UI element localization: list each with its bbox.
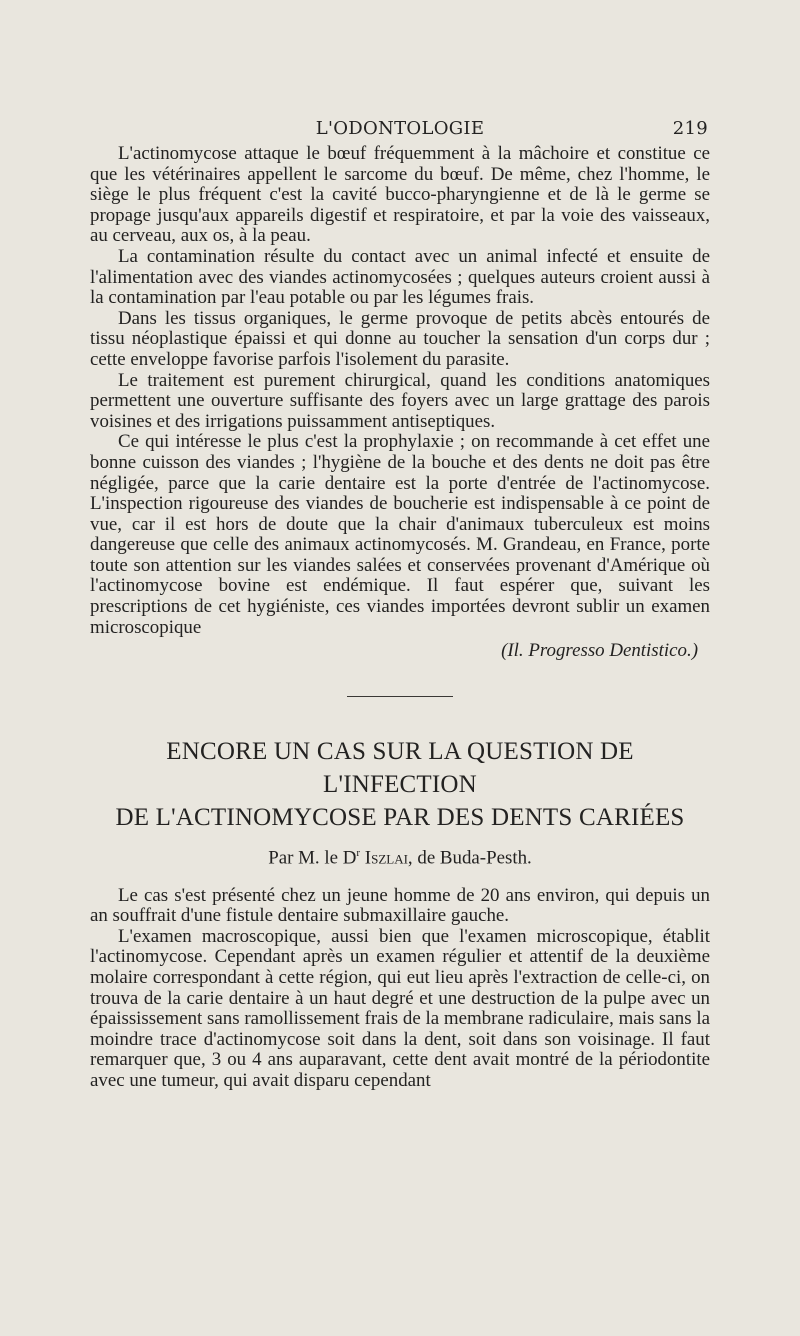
paragraph: L'actinomycose attaque le bœuf fréquemment à la mâchoire et constitue ce que les vétérinaires appellent le sarcome du bœuf. De même, chez l'homme, le siège le plus fréquent c'est la cavité bucco-pharyngienne et de là le germe se propage jusqu'aux appareils digestif et respiratoire, et par la voie des vaisseaux, au cerveau, aux os, à la peau. [90, 143, 710, 247]
book-page [90, 114, 710, 1091]
article-title [90, 735, 710, 834]
paragraph: L'examen macroscopique, aussi bien que l'examen microscopique, établit l'actinomycose. Cependant après un examen régulier et attentif de la deuxième molaire correspondant à cette région, qui eut lieu après l'extraction de celle-ci, on trouva de la carie dentaire à un haut degré et une destruction de la pulpe avec un épaississement sans ramollissement frais de la membrane radiculaire, mais sans la moindre trace d'actinomycose soit dans la dent, soit dans son voisinage. Il faut remarquer que, 3 ou 4 ans auparavant, cette dent avait montré de la périodontite avec une tumeur, qui avait disparu cependant [90, 925, 710, 1091]
byline-suffix: , de Buda-Pesth. [407, 847, 532, 869]
page-number: 219 [672, 118, 708, 139]
paragraph: Le cas s'est présenté chez un jeune homme de 20 ans environ, qui depuis un an souffrait d'une fistule dentaire submaxillaire gauche. [90, 884, 710, 927]
paragraph: La contamination résulte du contact avec un animal infecté et ensuite de l'alimentation avec des viandes actinomycosées ; quelques auteurs croient aussi à la contamination par l'eau potable ou par les légumes frais. [90, 245, 710, 309]
byline-prefix: Par M. le D [268, 847, 357, 869]
section-divider [347, 696, 453, 697]
paragraph: Dans les tissus organiques, le germe provoque de petits abcès entourés de tissu néoplastique épaissi et qui donne au toucher la sensation d'un corps dur ; cette enveloppe favorise parfois l'isolement du parasite. [90, 307, 710, 370]
article-title-line-1: ENCORE UN CAS SUR LA QUESTION DE L'INFECTION [166, 738, 634, 799]
source-citation: (Il. Progresso Dentistico.) [501, 640, 698, 662]
paragraph: Ce qui intéresse le plus c'est la prophylaxie ; on recommande à cet effet une bonne cuisson des viandes ; l'hygiène de la bouche et des dents ne doit pas être négligée, parce que la carie dentaire est la porte d'entrée de l'actinomycose. L'inspection rigoureuse des viandes de boucherie est indispensable à ce point de vue, car il est hors de doute que la chair d'animaux tuberculeux est moins dangereuse que celle des animaux actinomycosés. M. Grandeau, en France, porte toute son attention sur les viandes salées et conservées provenant d'Amérique où l'actinomycose bovine est endémique. Il faut espérer que, suivant les prescriptions de cet hygiéniste, ces viandes importées devront sublir un examen microscopique [90, 431, 710, 638]
paragraph: Le traitement est purement chirurgical, quand les conditions anatomiques permettent une ouverture suffisante des foyers avec un large grattage des parois voisines et des irrigations puissamment antiseptiques. [90, 369, 710, 432]
article-title-line-2: DE L'ACTINOMYCOSE PAR DES DENTS CARIÉES [115, 804, 685, 832]
journal-title: L'ODONTOLOGIE [315, 118, 485, 139]
running-header [90, 114, 710, 144]
byline-superscript: r [356, 847, 361, 860]
article-byline [90, 842, 710, 869]
author-name: Iszlai [364, 847, 408, 869]
